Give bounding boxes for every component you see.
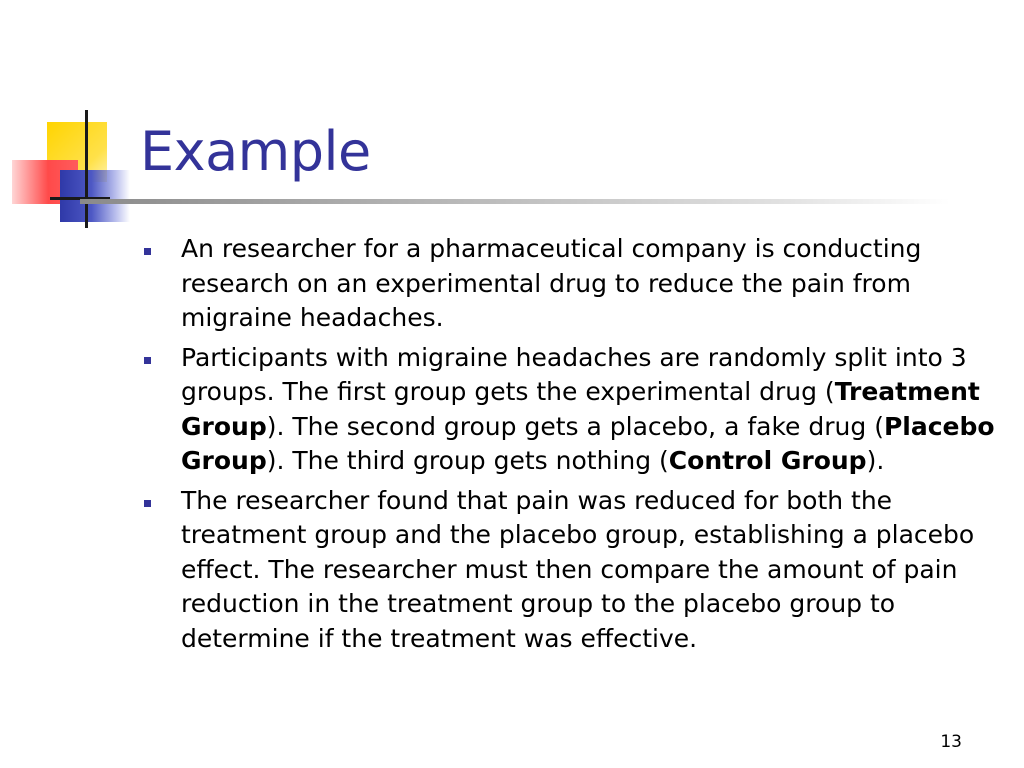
- decorative-blue-square: [60, 170, 130, 222]
- title-underline: [80, 199, 950, 204]
- placebo-group-term: Placebo Group: [181, 411, 995, 475]
- bullet-text: An researcher for a pharmaceutical company is conducting research on an experimental drug to reduce the pain from migraine headaches.: [181, 234, 922, 332]
- list-item: [140, 484, 1000, 657]
- text-segment: ). The second group gets a placebo, a fake drug (: [266, 411, 884, 441]
- treatment-group-term: Treatment Group: [181, 377, 980, 441]
- text-segment: ).: [866, 446, 885, 475]
- control-group-term: Control Group: [668, 446, 867, 475]
- text-segment: Participants with migraine headaches are randomly split into 3 groups. The first group gets the experimental drug (: [181, 342, 967, 406]
- bullet-text: [181, 343, 995, 476]
- list-item: [140, 341, 1000, 479]
- bullet-square-icon: [144, 357, 151, 364]
- bullet-square-icon: [144, 500, 151, 507]
- list-item: [140, 232, 1000, 336]
- slide-title: Example: [140, 120, 371, 183]
- text-segment: ). The third group gets nothing (: [266, 446, 669, 475]
- bullet-square-icon: [144, 248, 151, 255]
- page-number: 13: [940, 732, 962, 752]
- bullet-text: The researcher found that pain was reduced for both the treatment group and the placebo group, establishing a placebo effect. The researcher must then compare the amount of pain reduction in the treatment group to the placebo group to determine if the treatment was effective.: [181, 485, 975, 653]
- decorative-vertical-line: [85, 110, 88, 228]
- bullet-list: [140, 232, 1000, 661]
